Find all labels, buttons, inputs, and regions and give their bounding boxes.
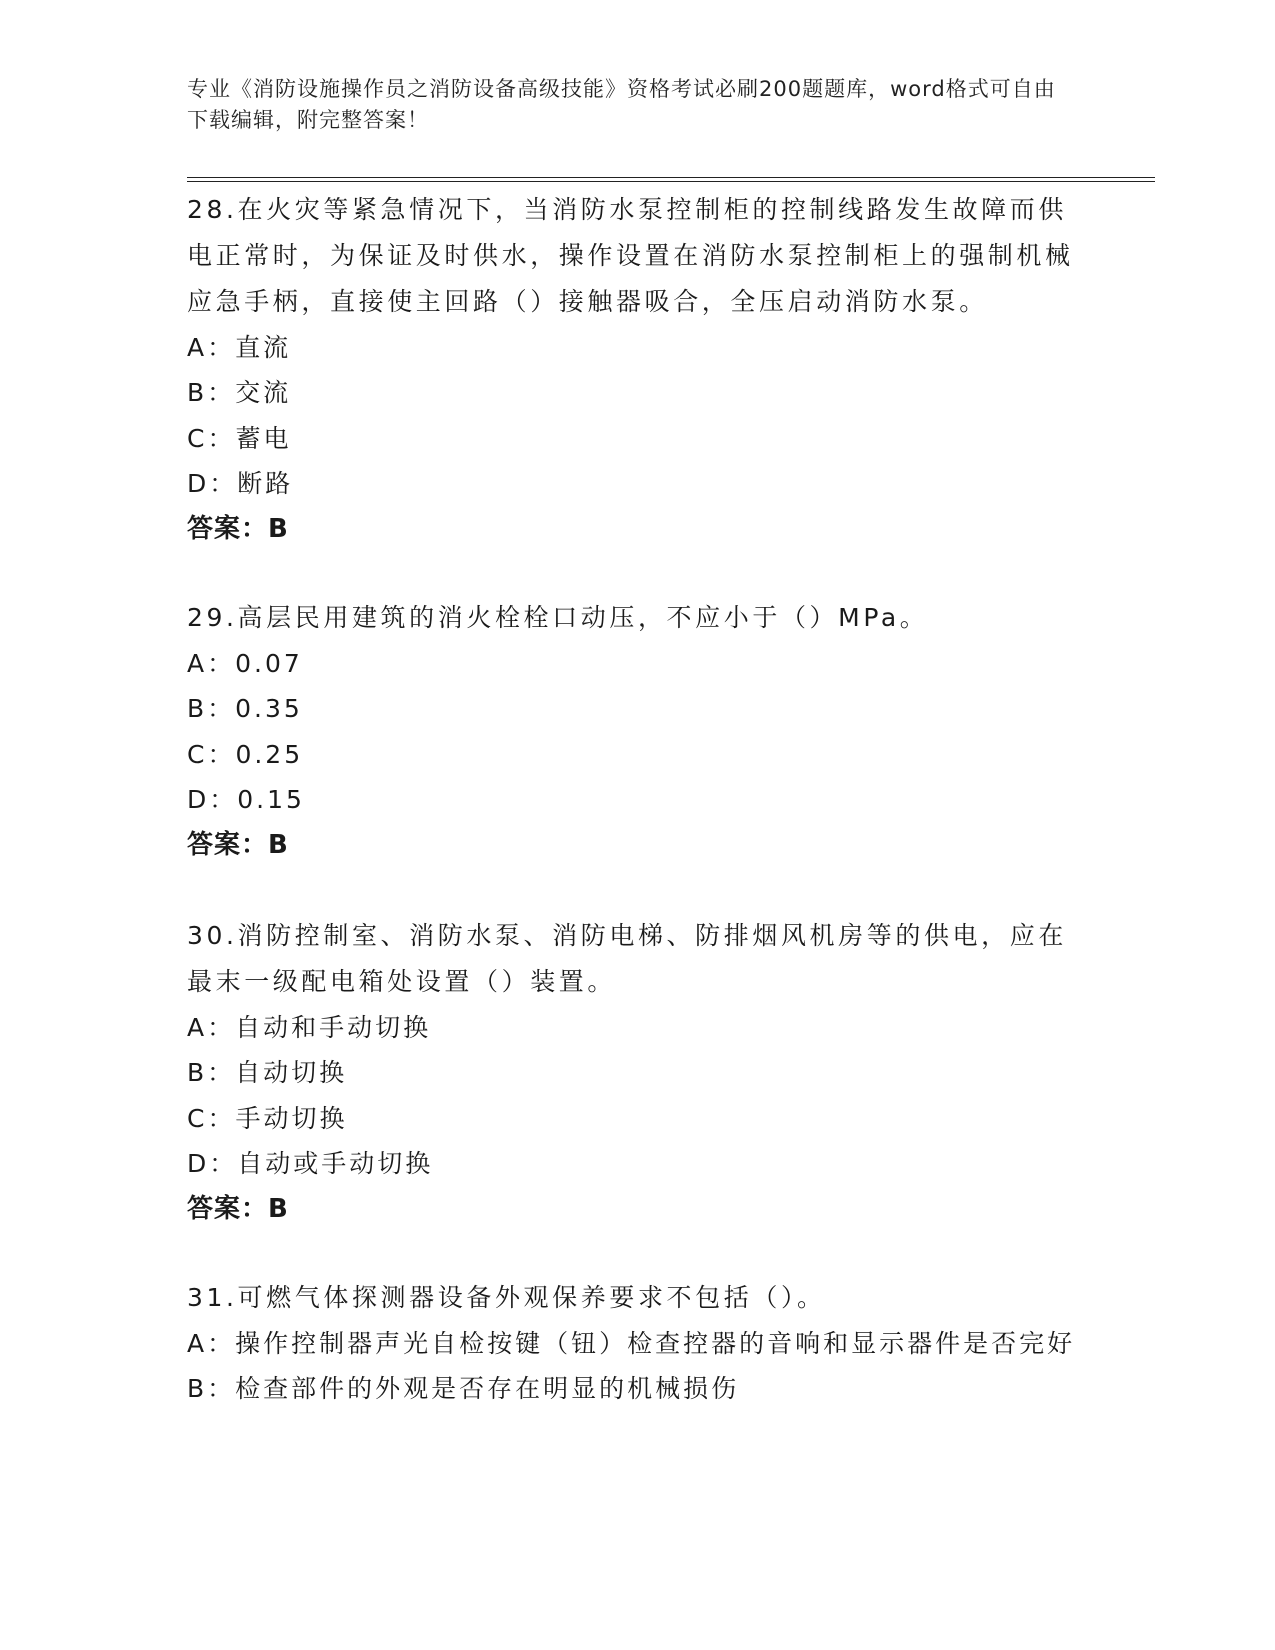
option-a: A：自动和手动切换 bbox=[187, 1013, 432, 1042]
header-divider bbox=[187, 177, 1155, 182]
question-stem: 29.高层民用建筑的消火栓栓口动压，不应小于（）MPa。 bbox=[187, 603, 929, 632]
option-a: A：0.07 bbox=[187, 649, 303, 678]
option-d: D：0.15 bbox=[187, 784, 305, 814]
option-a: A：直流 bbox=[187, 333, 292, 362]
question-30 bbox=[187, 913, 1087, 1232]
option-a: A：操作控制器声光自检按键（钮）检查控器的音响和显示器件是否完好 bbox=[187, 1329, 1076, 1358]
question-stem: 28.在火灾等紧急情况下，当消防水泵控制柜的控制线路发生故障而供电正常时，为保证及时供水，操作设置在消防水泵控制柜上的强制机械应急手柄，直接使主回路（）接触器吸合，全压启动消防水泵。 bbox=[187, 195, 1074, 316]
answer-line: 答案：B bbox=[187, 830, 289, 861]
option-c: C：手动切换 bbox=[187, 1103, 348, 1133]
question-stem: 30.消防控制室、消防水泵、消防电梯、防排烟风机房等的供电，应在最末一级配电箱处设置（）装置。 bbox=[187, 921, 1067, 996]
question-stem: 31.可燃气体探测器设备外观保养要求不包括（）。 bbox=[187, 1283, 826, 1312]
question-29 bbox=[187, 595, 1087, 868]
option-b: B：交流 bbox=[187, 378, 292, 408]
document-header: 专业《消防设施操作员之消防设备高级技能》资格考试必刷200题题库，word格式可自由下载编辑，附完整答案！ bbox=[187, 77, 1056, 132]
question-28 bbox=[187, 187, 1087, 552]
option-d: D：断路 bbox=[187, 468, 294, 498]
option-b: B：0.35 bbox=[187, 694, 303, 724]
option-d: D：自动或手动切换 bbox=[187, 1148, 434, 1178]
answer-line: 答案：B bbox=[187, 514, 289, 545]
answer-line: 答案：B bbox=[187, 1194, 289, 1225]
option-c: C：0.25 bbox=[187, 739, 304, 769]
option-b: B：检查部件的外观是否存在明显的机械损伤 bbox=[187, 1374, 740, 1404]
option-c: C：蓄电 bbox=[187, 423, 292, 453]
question-31 bbox=[187, 1275, 1087, 1412]
option-b: B：自动切换 bbox=[187, 1058, 348, 1088]
